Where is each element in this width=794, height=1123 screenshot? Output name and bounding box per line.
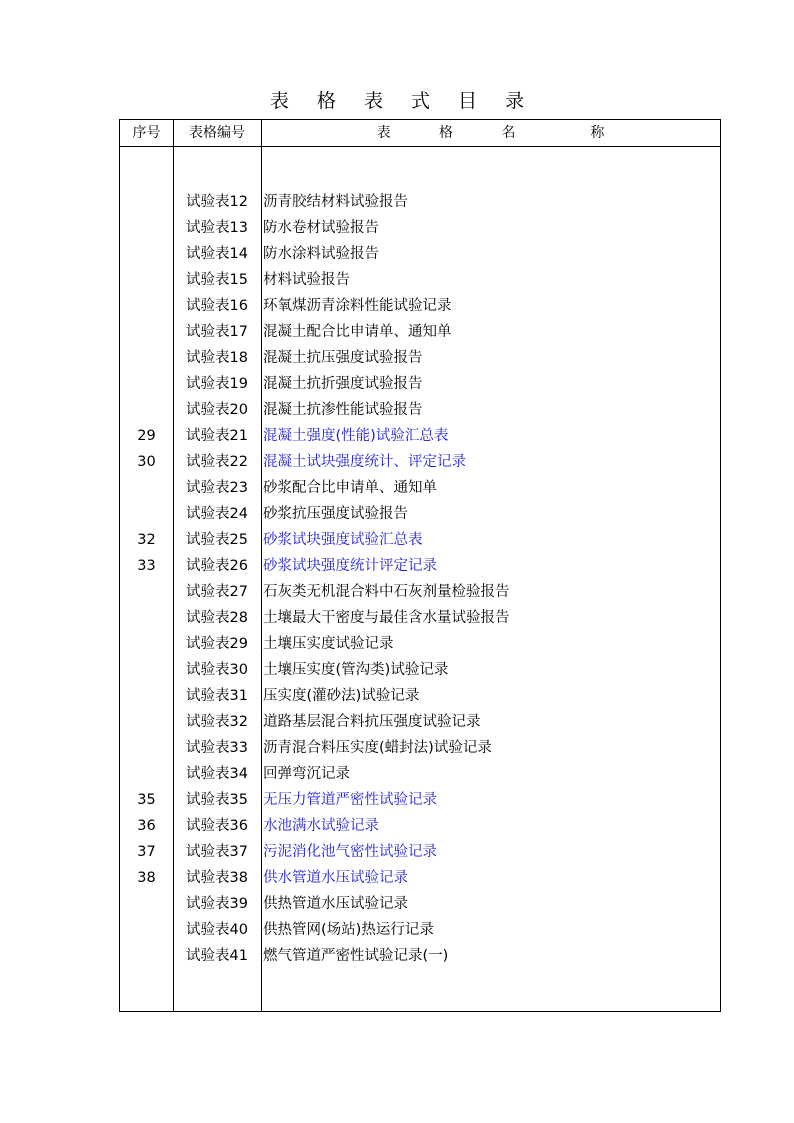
row-seq: 32 (137, 532, 156, 548)
table-row[interactable] (120, 553, 720, 579)
row-name-link[interactable]: 砂浆试块强度统计评定记录 (263, 558, 437, 574)
table-row[interactable] (120, 449, 720, 475)
row-code: 试验表24 (186, 506, 248, 522)
row-seq: 36 (137, 818, 156, 834)
row-code: 试验表22 (186, 454, 248, 470)
row-name-link[interactable]: 砂浆试块强度试验汇总表 (263, 532, 423, 548)
header-seq: 序号 (132, 125, 161, 141)
row-code: 试验表40 (186, 922, 248, 938)
table-row (120, 501, 720, 527)
row-code: 试验表36 (186, 818, 248, 834)
table-row (120, 241, 720, 267)
row-name: 砂浆配合比申请单、通知单 (263, 480, 437, 496)
table-row[interactable] (120, 865, 720, 891)
row-code: 试验表15 (186, 272, 248, 288)
row-name: 混凝土抗渗性能试验报告 (263, 402, 423, 418)
table-row[interactable] (120, 527, 720, 553)
row-name-link[interactable]: 污泥消化池气密性试验记录 (263, 844, 437, 860)
table-row (120, 917, 720, 943)
row-code: 试验表37 (186, 844, 248, 860)
row-name: 沥青胶结材料试验报告 (263, 194, 408, 210)
row-name: 压实度(灌砂法)试验记录 (263, 688, 420, 704)
table-row (120, 761, 720, 787)
row-code: 试验表35 (186, 792, 248, 808)
table-row[interactable] (120, 423, 720, 449)
row-code: 试验表27 (186, 584, 248, 600)
row-seq: 33 (137, 558, 156, 574)
table-row (120, 215, 720, 241)
row-code: 试验表29 (186, 636, 248, 652)
row-name: 石灰类无机混合料中石灰剂量检验报告 (263, 584, 510, 600)
table-row (120, 475, 720, 501)
row-code: 试验表23 (186, 480, 248, 496)
header-code: 表格编号 (189, 125, 245, 141)
row-code: 试验表16 (186, 298, 248, 314)
row-seq: 37 (137, 844, 156, 860)
table-row (120, 631, 720, 657)
row-code: 试验表30 (186, 662, 248, 678)
row-name-link[interactable]: 无压力管道严密性试验记录 (263, 792, 437, 808)
row-code: 试验表18 (186, 350, 248, 366)
table-body (120, 189, 720, 969)
table-row (120, 579, 720, 605)
row-code: 试验表34 (186, 766, 248, 782)
header-name: 表 格 名 称 (376, 125, 627, 141)
row-name-link[interactable]: 水池满水试验记录 (263, 818, 379, 834)
table-row[interactable] (120, 839, 720, 865)
row-name-link[interactable]: 混凝土强度(性能)试验汇总表 (263, 428, 449, 444)
row-name: 土壤压实度(管沟类)试验记录 (263, 662, 449, 678)
row-seq: 29 (137, 428, 156, 444)
row-code: 试验表38 (186, 870, 248, 886)
row-name: 供热管道水压试验记录 (263, 896, 408, 912)
row-seq: 38 (137, 870, 156, 886)
table-row[interactable] (120, 813, 720, 839)
row-code: 试验表41 (186, 948, 248, 964)
table-row (120, 683, 720, 709)
row-name-link[interactable]: 混凝土试块强度统计、评定记录 (263, 454, 466, 470)
row-name: 沥青混合料压实度(蜡封法)试验记录 (263, 740, 492, 756)
table-row (120, 189, 720, 215)
row-seq: 35 (137, 792, 156, 808)
row-name: 燃气管道严密性试验记录(一) (263, 948, 449, 964)
page-title: 表 格 表 式 目 录 (269, 90, 536, 112)
row-code: 试验表32 (186, 714, 248, 730)
row-name: 防水卷材试验报告 (263, 220, 379, 236)
row-code: 试验表19 (186, 376, 248, 392)
row-name-link[interactable]: 供水管道水压试验记录 (263, 870, 408, 886)
table-row (120, 735, 720, 761)
row-code: 试验表17 (186, 324, 248, 340)
table-row (120, 891, 720, 917)
row-code: 试验表28 (186, 610, 248, 626)
table-row[interactable] (120, 787, 720, 813)
row-seq: 30 (137, 454, 156, 470)
table-row (120, 605, 720, 631)
row-code: 试验表21 (186, 428, 248, 444)
row-name: 砂浆抗压强度试验报告 (263, 506, 408, 522)
row-name: 土壤最大干密度与最佳含水量试验报告 (263, 610, 510, 626)
table-row (120, 371, 720, 397)
table-row (120, 293, 720, 319)
row-code: 试验表20 (186, 402, 248, 418)
table-row (120, 943, 720, 969)
table-row (120, 345, 720, 371)
header-divider (120, 146, 720, 147)
table-row (120, 319, 720, 345)
row-name: 混凝土配合比申请单、通知单 (263, 324, 452, 340)
row-name: 环氧煤沥青涂料性能试验记录 (263, 298, 452, 314)
row-code: 试验表25 (186, 532, 248, 548)
table-row (120, 709, 720, 735)
table-row (120, 267, 720, 293)
row-code: 试验表14 (186, 246, 248, 262)
table-row (120, 397, 720, 423)
table-row (120, 657, 720, 683)
row-name: 防水涂料试验报告 (263, 246, 379, 262)
row-code: 试验表12 (186, 194, 248, 210)
row-code: 试验表26 (186, 558, 248, 574)
row-name: 土壤压实度试验记录 (263, 636, 394, 652)
row-name: 混凝土抗压强度试验报告 (263, 350, 423, 366)
row-code: 试验表13 (186, 220, 248, 236)
catalog-table (119, 119, 721, 1012)
row-name: 供热管网(场站)热运行记录 (263, 922, 434, 938)
row-code: 试验表39 (186, 896, 248, 912)
row-name: 混凝土抗折强度试验报告 (263, 376, 423, 392)
row-code: 试验表33 (186, 740, 248, 756)
row-name: 材料试验报告 (263, 272, 350, 288)
row-name: 道路基层混合料抗压强度试验记录 (263, 714, 481, 730)
row-name: 回弹弯沉记录 (263, 766, 350, 782)
row-code: 试验表31 (186, 688, 248, 704)
